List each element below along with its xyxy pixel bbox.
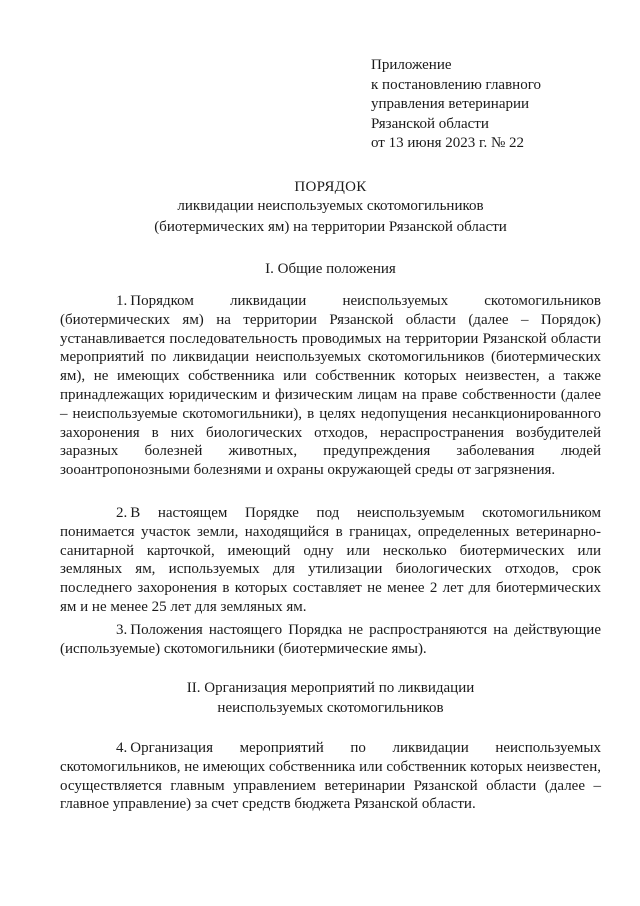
appendix-line: управления ветеринарии <box>371 96 530 113</box>
paragraph-number: 4. <box>116 740 128 756</box>
paragraph-2 <box>60 504 601 617</box>
paragraph-number: 1. <box>116 293 128 309</box>
paragraph-text: Организация мероприятий по ликвидации неиспользуемых скотомогильников, не имеющих собственника или собственник которых неизвестен, осуществляется главным управлением ветеринарии Рязанской области (далее – главное управление) за счет средств бюджета Рязанской области. <box>60 740 601 813</box>
document-subtitle <box>60 196 601 237</box>
paragraph-number: 3. <box>116 622 128 638</box>
paragraph-1 <box>60 292 601 480</box>
appendix-line: к постановлению главного <box>371 76 541 93</box>
paragraph-4 <box>60 739 601 814</box>
paragraph-text: Порядком ликвидации неиспользуемых скотомогильников (биотермических ям) на территории Рязанской области (далее – Порядок) устанавливается последовательность проводимых на территории Рязанской области мероприятий по ликвидации неиспользуемых скотомогильников (биотермических ям), не имеющих собственника или собственник которых неизвестен, а также принадлежащих юридическим и физическим лицам на праве собственности (далее – неиспользуемые скотомогильники), в целях недопущения несанкционированного захоронения в них биологических отходов, нераспространения возбудителей заразных болезней животных, предупреждения заболевания людей зооантропонозными болезнями и охраны окружающей среды от загрязнения. <box>60 293 601 479</box>
paragraph-text: В настоящем Порядке под неиспользуемым скотомогильником понимается участок земли, находящийся в границах, определенных ветеринарно-санитарной карточкой, имеющий одну или несколько биотермических или земляных ям, используемых для утилизации биологических отходов, срок последнего захоронения в которых составляет не менее 2 лет для биотермических ям и не менее 25 лет для земляных ям. <box>60 505 601 615</box>
appendix-block <box>371 56 631 154</box>
section-2-heading <box>60 679 601 718</box>
appendix-line: Приложение <box>371 57 452 73</box>
section-heading-line: II. Организация мероприятий по ликвидации <box>186 680 475 696</box>
subtitle-line: (биотермических ям) на территории Рязанской области <box>154 218 507 235</box>
document-title: ПОРЯДОК <box>294 179 367 195</box>
paragraph-text: Положения настоящего Порядка не распространяются на действующие (используемые) скотомогильники (биотермические ямы). <box>60 622 601 657</box>
paragraph-number: 2. <box>116 505 128 521</box>
subtitle-line: ликвидации неиспользуемых скотомогильников <box>177 198 484 214</box>
appendix-line: Рязанской области <box>371 115 489 132</box>
section-1-heading: I. Общие положения <box>265 261 396 277</box>
section-heading-line: неиспользуемых скотомогильников <box>217 699 444 716</box>
paragraph-3 <box>60 621 601 659</box>
appendix-line: от 13 июня 2023 г. № 22 <box>371 135 525 152</box>
